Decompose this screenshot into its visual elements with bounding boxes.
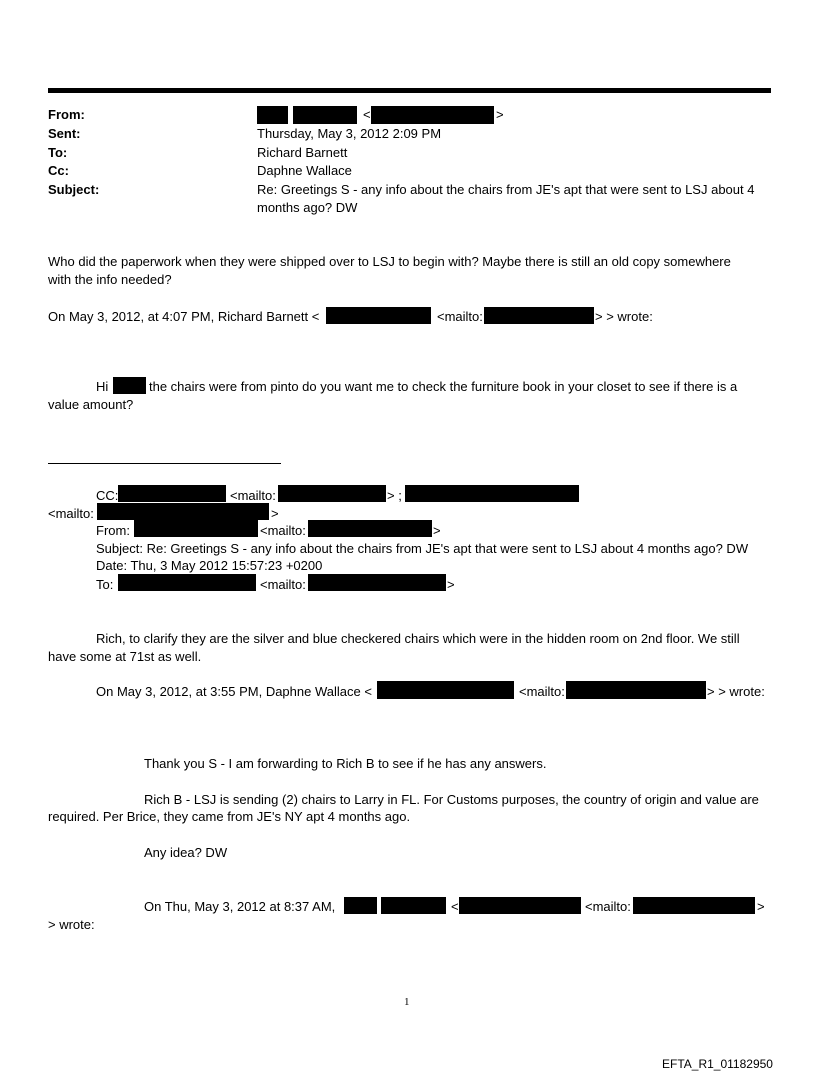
fwd-to-gt: > [447, 577, 455, 592]
redaction [566, 681, 706, 699]
quote-header-3: On Thu, May 3, 2012 at 8:37 AM, [144, 899, 336, 914]
from-gt: > [496, 107, 504, 122]
quote-header-1: On May 3, 2012, at 4:07 PM, Richard Barnett < [48, 309, 320, 324]
header-rule [48, 88, 771, 93]
redaction [308, 574, 446, 591]
quote-header-3-wrote: > wrote: [48, 917, 95, 932]
fwd-to-mailto: <mailto: [260, 577, 306, 592]
fwd-subject: Subject: Re: Greetings S - any info about the chairs from JE's apt that were sent to LSJ about 4 months ago? DW [96, 541, 749, 556]
redaction [278, 485, 386, 502]
rich-line-2: have some at 71st as well. [48, 649, 202, 664]
redaction [381, 897, 446, 914]
redaction [326, 307, 431, 324]
redaction [308, 520, 432, 537]
sent-label: Sent: [48, 126, 81, 141]
hi-line-2: value amount? [48, 397, 134, 412]
redaction [405, 485, 579, 502]
fwd-cc-sep: > ; [387, 488, 402, 503]
hi-line-1: the chairs were from pinto do you want me to check the furniture book in your closet to see if there is a [149, 379, 738, 394]
redaction [293, 106, 357, 124]
redaction [118, 574, 256, 591]
daphne-richb-line-1: Rich B - LSJ is sending (2) chairs to Larry in FL. For Customs purposes, the country of origin and value are [144, 792, 759, 807]
quote-header-3-mailto: <mailto: [585, 899, 631, 914]
redaction [484, 307, 594, 324]
page-number: 1 [404, 996, 410, 1008]
redaction [377, 681, 514, 699]
fwd-cc-label: CC: [96, 488, 119, 503]
fwd-date: Date: Thu, 3 May 2012 15:57:23 +0200 [96, 558, 323, 573]
redaction [459, 897, 581, 914]
subject-label: Subject: [48, 182, 100, 197]
fwd-from-mailto: <mailto: [260, 523, 306, 538]
redaction [113, 377, 146, 394]
quote-header-1-suffix: > > wrote: [595, 309, 653, 324]
fwd-mailto-2: <mailto: [48, 506, 94, 521]
redaction [97, 503, 269, 520]
fwd-from-gt: > [433, 523, 441, 538]
to-label: To: [48, 145, 68, 160]
rich-line-1: Rich, to clarify they are the silver and blue checkered chairs which were in the hidden room on 2nd floor. We still [96, 631, 740, 646]
separator-line [48, 463, 281, 464]
redaction [371, 106, 494, 124]
cc-label: Cc: [48, 163, 69, 178]
daphne-richb-line-2: required. Per Brice, they came from JE's NY apt 4 months ago. [48, 809, 411, 824]
hi-prefix: Hi [96, 379, 109, 394]
redaction [344, 897, 377, 914]
quote-header-3-gt: > [757, 899, 765, 914]
quote-header-2-mailto: <mailto: [519, 684, 565, 699]
sent-value: Thursday, May 3, 2012 2:09 PM [257, 126, 442, 141]
from-label: From: [48, 107, 85, 122]
quote-header-2-suffix: > > wrote: [707, 684, 765, 699]
fwd-gt-2: > [271, 506, 279, 521]
to-value: Richard Barnett [257, 145, 348, 160]
body-line-2: with the info needed? [48, 272, 172, 287]
fwd-cc-mailto: <mailto: [230, 488, 276, 503]
redaction [134, 520, 258, 537]
cc-value: Daphne Wallace [257, 163, 352, 178]
quote-header-2: On May 3, 2012, at 3:55 PM, Daphne Wallace < [96, 684, 372, 699]
daphne-any-idea: Any idea? DW [144, 845, 228, 860]
fwd-from-label: From: [96, 523, 130, 538]
redaction [118, 485, 226, 502]
document-id: EFTA_R1_01182950 [662, 1057, 773, 1071]
quote-header-1-mailto: <mailto: [437, 309, 483, 324]
quote-header-3-lt: < [451, 899, 459, 914]
from-lt: < [363, 107, 371, 122]
redaction [257, 106, 288, 124]
fwd-to-label: To: [96, 577, 114, 592]
subject-line-1: Re: Greetings S - any info about the chairs from JE's apt that were sent to LSJ about 4 [257, 182, 755, 197]
daphne-thanks: Thank you S - I am forwarding to Rich B to see if he has any answers. [144, 756, 547, 771]
body-line-1: Who did the paperwork when they were shipped over to LSJ to begin with? Maybe there is still an old copy somewhere [48, 254, 731, 269]
subject-line-2: months ago? DW [257, 200, 358, 215]
redaction [633, 897, 755, 914]
